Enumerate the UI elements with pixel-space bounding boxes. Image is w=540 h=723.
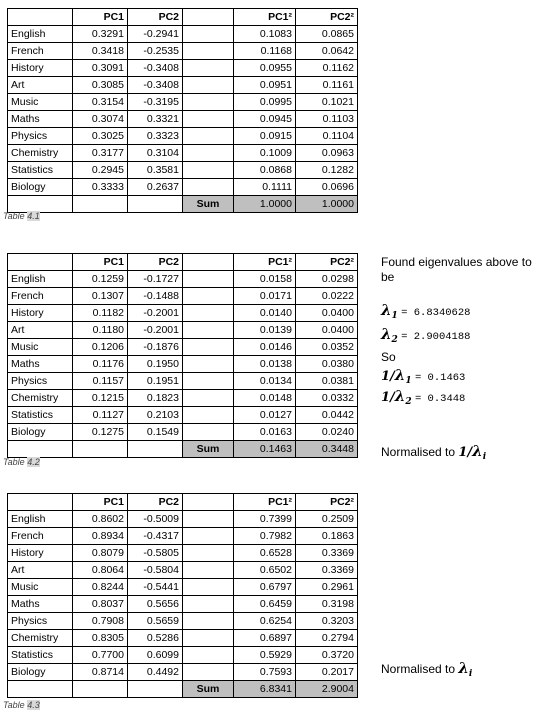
loadings-table-4-3 xyxy=(7,493,358,698)
value-cell: -0.2001 xyxy=(128,322,183,339)
inverse-lambda1-value: = 0.1463 xyxy=(414,372,466,384)
value-cell: 0.1282 xyxy=(296,162,358,179)
table-row xyxy=(8,407,358,424)
value-cell: 0.5286 xyxy=(128,630,183,647)
inverse-lambda2-line xyxy=(381,389,465,410)
table-row xyxy=(8,288,358,305)
subject-cell: History xyxy=(8,60,73,77)
value-cell: 0.1275 xyxy=(73,424,128,441)
value-cell: 0.3085 xyxy=(73,77,128,94)
blank-cell xyxy=(183,322,234,339)
sum-value: 1.0000 xyxy=(234,196,296,213)
column-header: PC2² xyxy=(296,9,358,26)
blank-cell xyxy=(183,305,234,322)
value-cell: 0.1162 xyxy=(296,60,358,77)
subject-cell: French xyxy=(8,43,73,60)
subject-cell: History xyxy=(8,305,73,322)
value-cell: 0.1215 xyxy=(73,390,128,407)
value-cell: 0.8244 xyxy=(73,579,128,596)
subject-cell: Physics xyxy=(8,128,73,145)
table-caption xyxy=(3,211,40,221)
subject-cell: English xyxy=(8,511,73,528)
value-cell: 0.7908 xyxy=(73,613,128,630)
value-cell: -0.2535 xyxy=(128,43,183,60)
subject-cell: Biology xyxy=(8,664,73,681)
value-cell: 0.0995 xyxy=(234,94,296,111)
sum-label: Sum xyxy=(183,441,234,458)
value-cell: 0.1182 xyxy=(73,305,128,322)
blank-cell xyxy=(183,26,234,43)
value-cell: 0.1951 xyxy=(128,373,183,390)
value-cell: 0.3581 xyxy=(128,162,183,179)
value-cell: 0.7982 xyxy=(234,528,296,545)
value-cell: 0.1176 xyxy=(73,356,128,373)
lambda-symbol: λ xyxy=(394,387,406,405)
caption-prefix: Table xyxy=(3,211,28,221)
value-cell: 0.0868 xyxy=(234,162,296,179)
column-header: PC1 xyxy=(73,494,128,511)
value-cell: 0.3074 xyxy=(73,111,128,128)
subject-cell: Art xyxy=(8,322,73,339)
column-header: PC1 xyxy=(73,9,128,26)
subject-cell: Physics xyxy=(8,373,73,390)
value-cell: 0.0146 xyxy=(234,339,296,356)
table-row xyxy=(8,579,358,596)
value-cell: 0.0696 xyxy=(296,179,358,196)
value-cell: -0.1876 xyxy=(128,339,183,356)
table-row xyxy=(8,511,358,528)
subject-cell: Maths xyxy=(8,111,73,128)
value-cell: 0.3104 xyxy=(128,145,183,162)
header-row xyxy=(8,254,358,271)
blank-cell xyxy=(183,339,234,356)
lambda1-value: = 6.8340628 xyxy=(401,307,471,319)
value-cell: 0.0163 xyxy=(234,424,296,441)
eigenvalues-note xyxy=(381,255,537,285)
value-cell: -0.1488 xyxy=(128,288,183,305)
column-header: PC1² xyxy=(234,254,296,271)
table-row xyxy=(8,271,358,288)
value-cell: 0.2961 xyxy=(296,579,358,596)
value-cell: 0.5929 xyxy=(234,647,296,664)
value-cell: 0.0332 xyxy=(296,390,358,407)
value-cell: -0.3408 xyxy=(128,60,183,77)
column-header xyxy=(8,9,73,26)
value-cell: 0.3323 xyxy=(128,128,183,145)
column-header xyxy=(183,9,234,26)
lambda-subscript: 1 xyxy=(391,311,398,321)
blank-cell xyxy=(183,528,234,545)
caption-prefix: Table xyxy=(3,700,28,710)
blank-cell xyxy=(73,196,128,213)
value-cell: 0.8714 xyxy=(73,664,128,681)
caption-number: 4.2 xyxy=(27,457,40,467)
value-cell: 0.7700 xyxy=(73,647,128,664)
value-cell: 0.3333 xyxy=(73,179,128,196)
table-row xyxy=(8,322,358,339)
value-cell: 0.1103 xyxy=(296,111,358,128)
table-row xyxy=(8,43,358,60)
lambda1-line xyxy=(381,303,470,324)
value-cell: 0.8079 xyxy=(73,545,128,562)
value-cell: 0.7593 xyxy=(234,664,296,681)
table-body xyxy=(8,254,358,458)
subject-cell: Physics xyxy=(8,613,73,630)
value-cell: 0.2945 xyxy=(73,162,128,179)
value-cell: 0.0240 xyxy=(296,424,358,441)
subject-cell: Chemistry xyxy=(8,630,73,647)
lambda-symbol: λ xyxy=(381,325,392,343)
column-header: PC2² xyxy=(296,254,358,271)
blank-cell xyxy=(183,356,234,373)
blank-cell xyxy=(73,441,128,458)
blank-cell xyxy=(183,630,234,647)
value-cell: 0.2637 xyxy=(128,179,183,196)
column-header: PC2 xyxy=(128,494,183,511)
subject-cell: Music xyxy=(8,579,73,596)
blank-cell xyxy=(183,390,234,407)
value-cell: 0.1009 xyxy=(234,145,296,162)
inverse-prefix: 1/ xyxy=(458,445,473,460)
loadings-table-4-2 xyxy=(7,253,358,458)
table-body xyxy=(8,494,358,698)
column-header: PC1 xyxy=(73,254,128,271)
subject-cell: English xyxy=(8,26,73,43)
value-cell: 0.4492 xyxy=(128,664,183,681)
value-cell: 0.0865 xyxy=(296,26,358,43)
table-row xyxy=(8,94,358,111)
lambda-symbol: λ xyxy=(472,442,483,460)
value-cell: -0.4317 xyxy=(128,528,183,545)
column-header: PC1² xyxy=(234,9,296,26)
value-cell: 0.6528 xyxy=(234,545,296,562)
value-cell: 0.1950 xyxy=(128,356,183,373)
value-cell: 0.5656 xyxy=(128,596,183,613)
blank-cell xyxy=(183,145,234,162)
subject-cell: Music xyxy=(8,339,73,356)
value-cell: 0.0127 xyxy=(234,407,296,424)
found-text: Found eigenvalues above to be xyxy=(381,255,532,284)
value-cell: 0.6797 xyxy=(234,579,296,596)
column-header xyxy=(8,494,73,511)
table-row xyxy=(8,596,358,613)
value-cell: 0.1206 xyxy=(73,339,128,356)
value-cell: 0.0951 xyxy=(234,77,296,94)
blank-cell xyxy=(183,545,234,562)
value-cell: 0.0139 xyxy=(234,322,296,339)
value-cell: 0.6459 xyxy=(234,596,296,613)
so-text: So xyxy=(381,350,396,364)
table-caption xyxy=(3,457,40,467)
blank-cell xyxy=(128,681,183,698)
subject-cell: Art xyxy=(8,562,73,579)
value-cell: 0.7399 xyxy=(234,511,296,528)
blank-cell xyxy=(8,196,73,213)
subject-cell: Statistics xyxy=(8,162,73,179)
value-cell: 0.1021 xyxy=(296,94,358,111)
table-body xyxy=(8,9,358,213)
value-cell: -0.2001 xyxy=(128,305,183,322)
subject-cell: Chemistry xyxy=(8,145,73,162)
value-cell: 0.1863 xyxy=(296,528,358,545)
value-cell: 0.0945 xyxy=(234,111,296,128)
blank-cell xyxy=(183,288,234,305)
caption-number: 4.3 xyxy=(27,700,40,710)
value-cell: 0.1259 xyxy=(73,271,128,288)
blank-cell xyxy=(183,77,234,94)
value-cell: 0.3154 xyxy=(73,94,128,111)
value-cell: 0.0963 xyxy=(296,145,358,162)
table-row xyxy=(8,305,358,322)
value-cell: 0.0380 xyxy=(296,356,358,373)
value-cell: 0.3177 xyxy=(73,145,128,162)
value-cell: 0.3025 xyxy=(73,128,128,145)
value-cell: 0.0381 xyxy=(296,373,358,390)
value-cell: 0.0352 xyxy=(296,339,358,356)
subject-cell: Maths xyxy=(8,596,73,613)
sum-label: Sum xyxy=(183,196,234,213)
column-header: PC1² xyxy=(234,494,296,511)
lambda2-value: = 2.9004188 xyxy=(401,331,471,343)
table-row xyxy=(8,373,358,390)
subject-cell: Music xyxy=(8,94,73,111)
value-cell: 0.8934 xyxy=(73,528,128,545)
value-cell: 0.1157 xyxy=(73,373,128,390)
table-row xyxy=(8,60,358,77)
value-cell: 0.3720 xyxy=(296,647,358,664)
value-cell: -0.5441 xyxy=(128,579,183,596)
table-row xyxy=(8,339,358,356)
subject-cell: English xyxy=(8,271,73,288)
value-cell: 0.1127 xyxy=(73,407,128,424)
value-cell: 0.6099 xyxy=(128,647,183,664)
subject-cell: History xyxy=(8,545,73,562)
subject-cell: Maths xyxy=(8,356,73,373)
table-row xyxy=(8,390,358,407)
lambda-subscript: 2 xyxy=(391,335,398,345)
blank-cell xyxy=(183,664,234,681)
blank-cell xyxy=(183,111,234,128)
subject-cell: Biology xyxy=(8,179,73,196)
inverse-prefix: 1/ xyxy=(381,369,395,384)
value-cell: 0.8602 xyxy=(73,511,128,528)
blank-cell xyxy=(183,43,234,60)
blank-cell xyxy=(183,562,234,579)
inverse-prefix: 1/ xyxy=(381,390,395,405)
table-row xyxy=(8,77,358,94)
table-row xyxy=(8,111,358,128)
subject-cell: Art xyxy=(8,77,73,94)
blank-cell xyxy=(183,271,234,288)
value-cell: 0.0915 xyxy=(234,128,296,145)
lambda-subscript: 2 xyxy=(405,397,412,407)
value-cell: 0.1307 xyxy=(73,288,128,305)
value-cell: 0.3091 xyxy=(73,60,128,77)
normalised-inverse-note xyxy=(381,444,486,465)
table-row xyxy=(8,26,358,43)
value-cell: 0.0134 xyxy=(234,373,296,390)
value-cell: 0.8037 xyxy=(73,596,128,613)
normalised-text: Normalised to xyxy=(381,662,456,676)
table-row xyxy=(8,356,358,373)
lambda-symbol: λ xyxy=(381,301,392,319)
blank-cell xyxy=(183,94,234,111)
lambda-subscript: 1 xyxy=(405,376,412,386)
value-cell: 0.0222 xyxy=(296,288,358,305)
value-cell: 0.0171 xyxy=(234,288,296,305)
sum-value: 2.9004 xyxy=(296,681,358,698)
value-cell: 0.0400 xyxy=(296,322,358,339)
loadings-table-4-1 xyxy=(7,8,358,213)
table-row xyxy=(8,424,358,441)
table-row xyxy=(8,613,358,630)
inverse-lambda1-line xyxy=(381,368,465,389)
value-cell: 0.0138 xyxy=(234,356,296,373)
value-cell: -0.5805 xyxy=(128,545,183,562)
sum-value: 0.1463 xyxy=(234,441,296,458)
sum-label: Sum xyxy=(183,681,234,698)
blank-cell xyxy=(73,681,128,698)
value-cell: 0.3321 xyxy=(128,111,183,128)
table-row xyxy=(8,664,358,681)
value-cell: 0.2794 xyxy=(296,630,358,647)
subject-cell: Chemistry xyxy=(8,390,73,407)
sum-value: 6.8341 xyxy=(234,681,296,698)
value-cell: 0.1104 xyxy=(296,128,358,145)
value-cell: -0.5009 xyxy=(128,511,183,528)
blank-cell xyxy=(183,179,234,196)
value-cell: 0.0442 xyxy=(296,407,358,424)
lambda2-line xyxy=(381,327,470,348)
value-cell: 0.6502 xyxy=(234,562,296,579)
value-cell: 0.8064 xyxy=(73,562,128,579)
blank-cell xyxy=(183,424,234,441)
value-cell: 0.2103 xyxy=(128,407,183,424)
value-cell: 0.3198 xyxy=(296,596,358,613)
blank-cell xyxy=(183,373,234,390)
value-cell: 0.3369 xyxy=(296,562,358,579)
table-row xyxy=(8,179,358,196)
blank-cell xyxy=(8,681,73,698)
value-cell: 0.8305 xyxy=(73,630,128,647)
value-cell: -0.2941 xyxy=(128,26,183,43)
table-row xyxy=(8,545,358,562)
value-cell: 0.1168 xyxy=(234,43,296,60)
blank-cell xyxy=(183,613,234,630)
blank-cell xyxy=(128,196,183,213)
table-row xyxy=(8,128,358,145)
value-cell: 0.2509 xyxy=(296,511,358,528)
value-cell: 0.1161 xyxy=(296,77,358,94)
subject-cell: French xyxy=(8,528,73,545)
lambda-subscript: i xyxy=(482,452,487,462)
table-row xyxy=(8,562,358,579)
value-cell: 0.1111 xyxy=(234,179,296,196)
value-cell: 0.0158 xyxy=(234,271,296,288)
value-cell: -0.5804 xyxy=(128,562,183,579)
blank-cell xyxy=(183,128,234,145)
value-cell: 0.1180 xyxy=(73,322,128,339)
column-header xyxy=(183,494,234,511)
value-cell: 0.5659 xyxy=(128,613,183,630)
caption-number: 4.1 xyxy=(27,211,40,221)
blank-cell xyxy=(128,441,183,458)
value-cell: 0.0642 xyxy=(296,43,358,60)
sum-row xyxy=(8,196,358,213)
column-header xyxy=(8,254,73,271)
value-cell: -0.1727 xyxy=(128,271,183,288)
value-cell: 0.0955 xyxy=(234,60,296,77)
column-header: PC2 xyxy=(128,254,183,271)
lambda-subscript: i xyxy=(468,669,473,679)
normalised-text: Normalised to xyxy=(381,445,456,459)
value-cell: 0.0298 xyxy=(296,271,358,288)
table-caption xyxy=(3,700,40,710)
sum-row xyxy=(8,681,358,698)
value-cell: -0.3408 xyxy=(128,77,183,94)
value-cell: 0.0148 xyxy=(234,390,296,407)
table-row xyxy=(8,162,358,179)
value-cell: 0.3418 xyxy=(73,43,128,60)
value-cell: 0.1823 xyxy=(128,390,183,407)
blank-cell xyxy=(183,407,234,424)
table-row xyxy=(8,528,358,545)
subject-cell: Statistics xyxy=(8,407,73,424)
value-cell: 0.1549 xyxy=(128,424,183,441)
sum-row xyxy=(8,441,358,458)
value-cell: 0.1083 xyxy=(234,26,296,43)
sum-value: 0.3448 xyxy=(296,441,358,458)
lambda-symbol: λ xyxy=(458,659,469,677)
table-row xyxy=(8,630,358,647)
value-cell: 0.0140 xyxy=(234,305,296,322)
value-cell: 0.3291 xyxy=(73,26,128,43)
blank-cell xyxy=(183,596,234,613)
column-header: PC2² xyxy=(296,494,358,511)
blank-cell xyxy=(183,60,234,77)
lambda-symbol: λ xyxy=(394,366,406,384)
subject-cell: Statistics xyxy=(8,647,73,664)
value-cell: 0.3203 xyxy=(296,613,358,630)
value-cell: 0.3369 xyxy=(296,545,358,562)
value-cell: 0.2017 xyxy=(296,664,358,681)
subject-cell: French xyxy=(8,288,73,305)
normalised-lambda-note xyxy=(381,661,472,682)
value-cell: 0.6254 xyxy=(234,613,296,630)
value-cell: 0.6897 xyxy=(234,630,296,647)
table-row xyxy=(8,145,358,162)
blank-cell xyxy=(183,647,234,664)
subject-cell: Biology xyxy=(8,424,73,441)
blank-cell xyxy=(8,441,73,458)
value-cell: 0.0400 xyxy=(296,305,358,322)
table-row xyxy=(8,647,358,664)
header-row xyxy=(8,9,358,26)
column-header: PC2 xyxy=(128,9,183,26)
column-header xyxy=(183,254,234,271)
blank-cell xyxy=(183,511,234,528)
caption-prefix: Table xyxy=(3,457,28,467)
inverse-lambda2-value: = 0.3448 xyxy=(414,393,466,405)
blank-cell xyxy=(183,579,234,596)
value-cell: -0.3195 xyxy=(128,94,183,111)
blank-cell xyxy=(183,162,234,179)
header-row xyxy=(8,494,358,511)
sum-value: 1.0000 xyxy=(296,196,358,213)
